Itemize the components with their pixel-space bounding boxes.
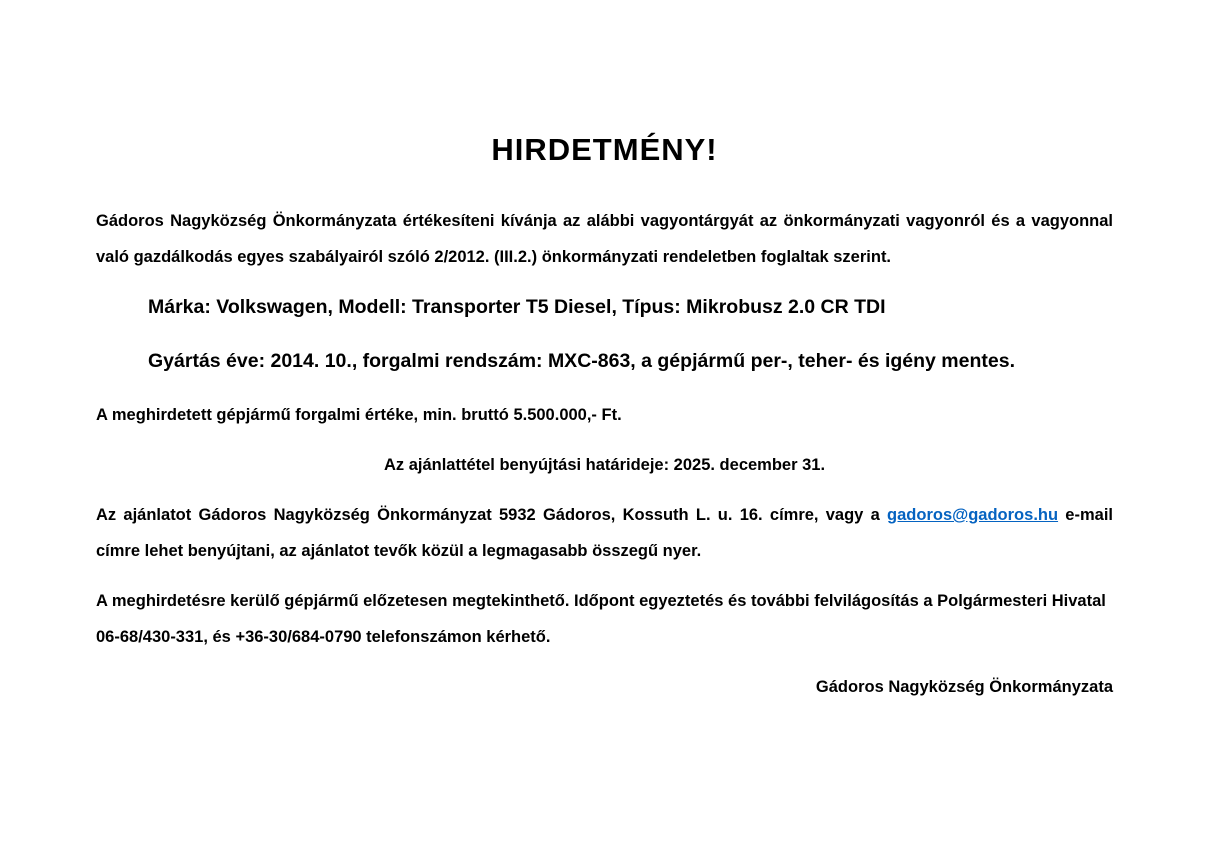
deadline-line: Az ajánlattétel benyújtási határideje: 2025. december 31.: [383, 456, 826, 474]
submission-paragraph: [96, 497, 1113, 569]
vehicle-year-plate-line: Gyártás éve: 2014. 10., forgalmi rendszám: MXC-863, a gépjármű per-, teher- és igény mentes.: [148, 350, 1016, 372]
submission-text-before: Az ajánlatot Gádoros Nagyközség Önkormányzat 5932 Gádoros, Kossuth L. u. 16. címre, vagy a: [96, 506, 888, 524]
notice-title: HIRDETMÉNY!: [491, 132, 718, 167]
signature: Gádoros Nagyközség Önkormányzata: [815, 678, 1113, 696]
viewing-info-paragraph: A meghirdetésre kerülő gépjármű előzetesen megtekinthető. Időpont egyeztetés és további felvilágosítás a Polgármesteri Hivatal 06-68/430-331, és +36-30/684-0790 telefonszámon kérhető.: [96, 592, 1106, 646]
submission-text-after: e-mail címre lehet benyújtani, az ajánlatot tevők közül a legmagasabb összegű nyer.: [96, 506, 1113, 560]
vehicle-make-model-line: Márka: Volkswagen, Modell: Transporter T5 Diesel, Típus: Mikrobusz 2.0 CR TDI: [148, 296, 886, 318]
intro-paragraph: Gádoros Nagyközség Önkormányzata értékesíteni kívánja az alábbi vagyontárgyát az önkormányzati vagyonról és a vagyonnal való gazdálkodás egyes szabályairól szóló 2/2012. (III.2.) önkormányzati rendeletben foglaltak szerint.: [96, 212, 1113, 266]
vehicle-value-line: A meghirdetett gépjármű forgalmi értéke, min. bruttó 5.500.000,- Ft.: [96, 406, 622, 424]
email-link[interactable]: gadoros@gadoros.hu: [887, 506, 1059, 524]
